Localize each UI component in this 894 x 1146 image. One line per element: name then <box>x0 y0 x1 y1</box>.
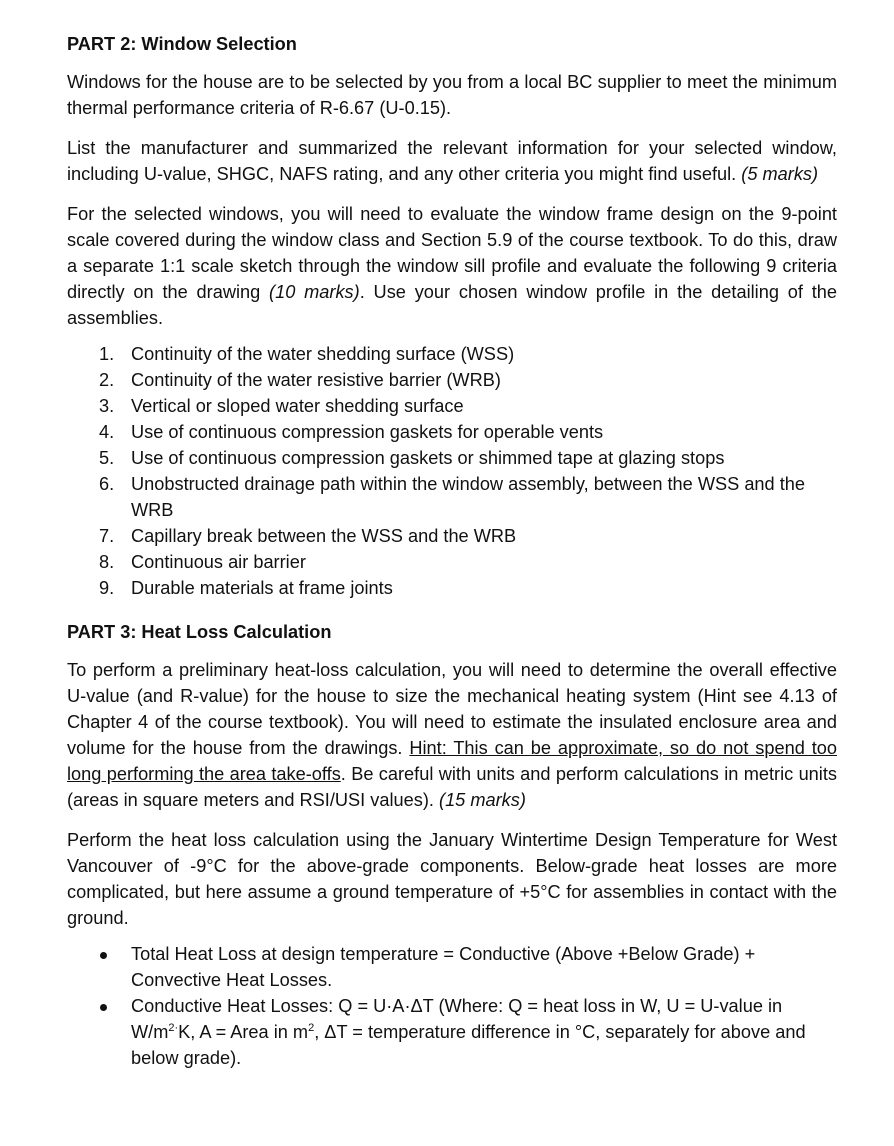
part2-paragraph-3-text-a: For the selected windows, you will need to evaluate the window frame design on the 9-point scale covered during the window class and Section 5.9 of the course textbook. To do this, draw a separate 1:1 scale sketch through the window sill profile and evaluate the following 9 criteria directly on the drawing <box>67 204 837 302</box>
list-item <box>67 471 837 523</box>
list-item <box>67 549 837 575</box>
part3-paragraph-1-text-a: To perform a preliminary heat-loss calculation, you will need to determine the overall effective U-value (and R-value) for the house to size the mechanical heating system (Hint see 4.13 of Chapter 4 of the course textbook). You will need to estimate the insulated enclosure area and volume for the house from the drawings. <box>67 660 837 758</box>
criteria-list <box>67 341 837 601</box>
list-number: 7. <box>99 526 115 546</box>
part2-paragraph-3 <box>67 201 837 331</box>
bullet-2-text-a: Conductive Heat Losses: Q = U·A·ΔT (Where: Q = heat loss in W, U = U-value in W/m <box>131 996 783 1042</box>
list-item <box>67 445 837 471</box>
part2-paragraph-2-text: List the manufacturer and summarized the relevant information for your selected window, including U-value, SHGC, NAFS rating, and any other criteria you might find useful. <box>67 138 837 184</box>
list-item <box>67 993 837 1071</box>
bullet-2-text-b: K, A = Area in m <box>178 1022 309 1042</box>
list-item <box>67 341 837 367</box>
part3-paragraph-1-text-b: . Be careful with units and perform calculations in metric units (areas in square meters and RSI/USI values). <box>67 764 837 810</box>
list-number: 3. <box>99 396 115 416</box>
list-item <box>67 393 837 419</box>
list-item-text: Use of continuous compression gaskets or shimmed tape at glazing stops <box>131 448 725 468</box>
superscript: 2· <box>168 1021 179 1034</box>
list-item-text: Continuity of the water shedding surface (WSS) <box>131 344 515 364</box>
list-item <box>67 575 837 601</box>
part2-paragraph-2-marks: (5 marks) <box>741 164 819 184</box>
list-number: 1. <box>99 344 115 364</box>
part3-paragraph-2: Perform the heat loss calculation using the January Wintertime Design Temperature for West Vancouver of -9°C for the above-grade components. Below-grade heat losses are more complicated, but here assume a ground temperature of +5°C for assemblies in contact with the ground. <box>67 830 837 928</box>
part3-hint: Hint: This can be approximate, so do not spend too long performing the area take-offs <box>67 738 837 784</box>
part3-paragraph-1-marks: (15 marks) <box>439 790 526 810</box>
heat-loss-bullets <box>67 941 837 1071</box>
list-number: 6. <box>99 474 115 494</box>
bullet-icon <box>100 1004 107 1011</box>
list-item <box>67 941 837 993</box>
list-number: 8. <box>99 552 115 572</box>
bullet-1-text: Total Heat Loss at design temperature = Conductive (Above +Below Grade) + Convective Heat Losses. <box>131 944 756 990</box>
list-number: 5. <box>99 448 115 468</box>
list-item-text: Use of continuous compression gaskets for operable vents <box>131 422 604 442</box>
part2-paragraph-1: Windows for the house are to be selected by you from a local BC supplier to meet the minimum thermal performance criteria of R-6.67 (U-0.15). <box>67 72 837 118</box>
list-item-text: Continuous air barrier <box>131 552 306 572</box>
superscript: 2 <box>308 1021 315 1034</box>
part2-heading: PART 2: Window Selection <box>67 34 297 54</box>
list-item <box>67 367 837 393</box>
part2-paragraph-2 <box>67 135 837 187</box>
bullet-icon <box>100 952 107 959</box>
list-number: 4. <box>99 422 115 442</box>
list-item-text: Continuity of the water resistive barrier (WRB) <box>131 370 501 390</box>
part3-heading: PART 3: Heat Loss Calculation <box>67 622 332 642</box>
part2-paragraph-3-text-b: . Use your chosen window profile in the detailing of the assemblies. <box>67 282 837 328</box>
list-item-text: Unobstructed drainage path within the window assembly, between the WSS and the WRB <box>131 474 806 520</box>
part3-paragraph-1 <box>67 657 837 813</box>
list-item-text: Durable materials at frame joints <box>131 578 393 598</box>
list-item-text: Capillary break between the WSS and the WRB <box>131 526 517 546</box>
part2-paragraph-3-marks: (10 marks) <box>269 282 360 302</box>
bullet-2-text-c: , ΔT = temperature difference in °C, separately for above and below grade). <box>131 1022 806 1068</box>
list-item-text: Vertical or sloped water shedding surface <box>131 396 464 416</box>
list-number: 2. <box>99 370 115 390</box>
list-number: 9. <box>99 578 115 598</box>
document-content <box>67 31 837 1071</box>
list-item <box>67 523 837 549</box>
list-item <box>67 419 837 445</box>
